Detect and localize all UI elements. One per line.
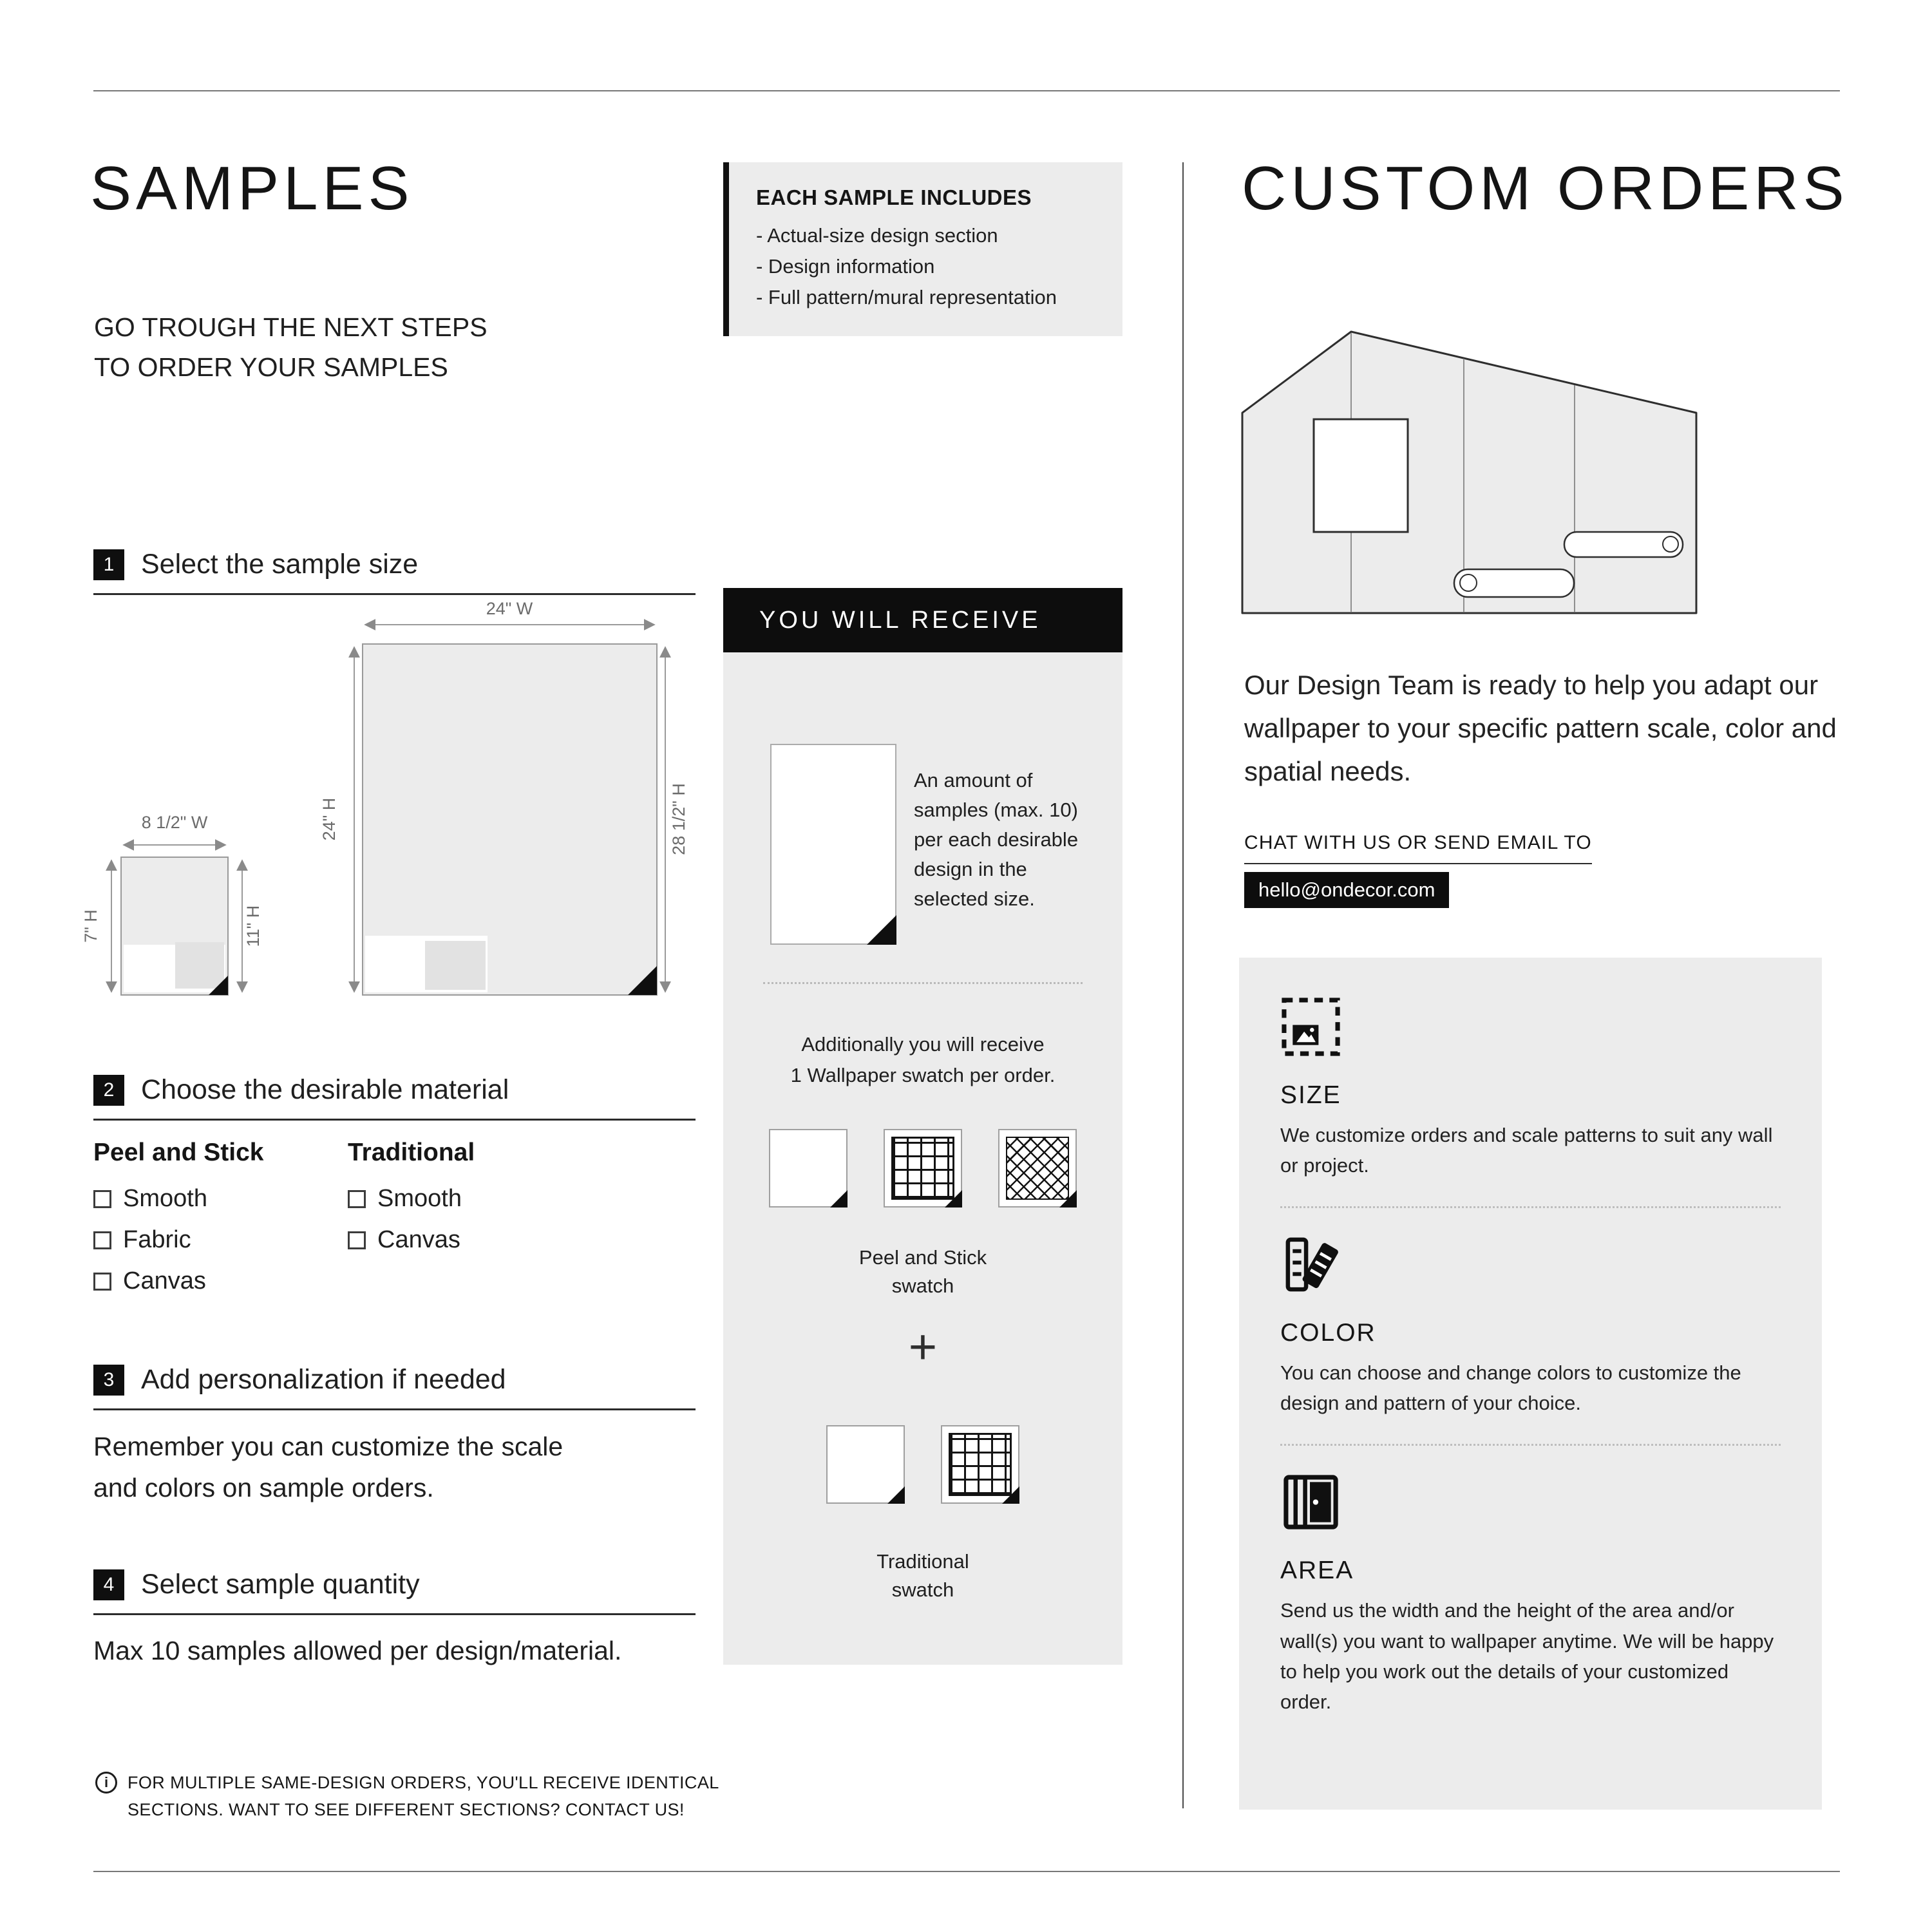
traditional-column <box>348 1139 557 1309</box>
option-peel-smooth[interactable] <box>93 1185 303 1213</box>
samples-intro <box>94 308 488 387</box>
includes-item: - Design information <box>756 255 935 278</box>
grid-swatch-icon <box>884 1129 962 1208</box>
step3-number: 3 <box>93 1365 124 1396</box>
peel-caption-line2: swatch <box>891 1274 954 1298</box>
peel-and-stick-column <box>93 1139 303 1309</box>
grid-swatch-icon <box>941 1425 1019 1504</box>
bottom-rule <box>93 1871 1840 1872</box>
includes-item: - Actual-size design section <box>756 224 998 247</box>
plain-swatch-icon <box>769 1129 848 1208</box>
option-label: Canvas <box>123 1267 206 1294</box>
feature-area <box>1280 1472 1781 1716</box>
checkbox-icon[interactable] <box>348 1231 366 1249</box>
footnote-line2: SECTIONS. WANT TO SEE DIFFERENT SECTIONS? CONTACT US! <box>128 1799 685 1819</box>
traditional-swatch-row <box>723 1425 1122 1504</box>
large-right-height-label: 28 1/2" H <box>669 783 688 855</box>
samples-title: SAMPLES <box>90 154 414 223</box>
small-left-height-label: 7" H <box>81 909 100 943</box>
traditional-swatch-caption <box>723 1548 1122 1604</box>
step4-header <box>93 1569 696 1615</box>
large-width-label: 24" W <box>486 599 533 618</box>
step1-header <box>93 549 696 595</box>
plain-swatch-icon <box>826 1425 905 1504</box>
personalization-line1: Remember you can customize the scale <box>93 1432 564 1461</box>
option-peel-canvas[interactable] <box>93 1267 303 1295</box>
checkbox-icon[interactable] <box>93 1231 111 1249</box>
peel-caption-line1: Peel and Stick <box>858 1246 987 1269</box>
peel-swatch-caption <box>723 1244 1122 1300</box>
peel-swatch-row <box>723 1129 1122 1208</box>
step1-number: 1 <box>93 549 124 580</box>
includes-title: EACH SAMPLE INCLUDES <box>756 185 1032 209</box>
checkbox-icon[interactable] <box>348 1190 366 1208</box>
additional-note <box>723 1029 1122 1091</box>
peel-and-stick-title: Peel and Stick <box>93 1139 264 1166</box>
samples-intro-line2: TO ORDER YOUR SAMPLES <box>94 352 448 382</box>
dotted-divider <box>1280 1444 1781 1446</box>
you-will-receive-panel <box>723 652 1122 1665</box>
feature-text-size: We customize orders and scale patterns to suit any wall or project. <box>1280 1124 1773 1177</box>
step1-label: Select the sample size <box>141 549 419 580</box>
feature-size <box>1280 996 1781 1180</box>
feature-title-area: AREA <box>1280 1557 1354 1585</box>
checkbox-icon[interactable] <box>93 1190 111 1208</box>
option-label: Fabric <box>123 1226 191 1253</box>
step2-label: Choose the desirable material <box>141 1074 509 1105</box>
option-traditional-smooth[interactable] <box>348 1185 557 1213</box>
folded-corner-icon <box>1002 1486 1019 1504</box>
samples-intro-line1: GO TROUGH THE NEXT STEPS <box>94 312 488 342</box>
large-left-height-label: 24" H <box>319 797 339 841</box>
small-right-height-label: 11" H <box>243 905 263 947</box>
checkbox-icon[interactable] <box>93 1273 111 1291</box>
traditional-caption-line1: Traditional <box>876 1550 969 1573</box>
additional-note-line2: 1 Wallpaper swatch per order. <box>790 1064 1056 1087</box>
info-icon <box>95 1772 117 1794</box>
feature-text-color: You can choose and change colors to customize the design and pattern of your choice. <box>1280 1361 1741 1415</box>
large-sheet-inset-square <box>425 941 486 990</box>
includes-list <box>756 220 1115 313</box>
contact-label: CHAT WITH US OR SEND EMAIL TO <box>1244 832 1592 864</box>
top-rule <box>93 90 1840 91</box>
you-will-receive-header: YOU WILL RECEIVE <box>723 588 1122 652</box>
option-label: Smooth <box>377 1185 462 1212</box>
area-icon <box>1280 1472 1341 1533</box>
dotted-divider <box>763 982 1083 984</box>
frame-on-wall <box>1314 419 1408 532</box>
feature-text-area: Send us the width and the height of the area and/or wall(s) you want to wallpaper anytime. We will be happy to help you work out the details of your customized order. <box>1280 1599 1774 1713</box>
color-icon <box>1280 1234 1341 1295</box>
sample-size-diagram <box>81 599 702 1011</box>
option-label: Smooth <box>123 1185 207 1212</box>
step2-number: 2 <box>93 1075 124 1106</box>
footnote-text <box>128 1770 719 1824</box>
plus-icon: + <box>908 1320 938 1374</box>
personalization-note <box>93 1426 563 1508</box>
folded-corner-icon <box>830 1190 848 1208</box>
roll-end <box>1663 536 1678 552</box>
custom-orders-title: CUSTOM ORDERS <box>1242 154 1849 223</box>
size-icon <box>1280 996 1341 1057</box>
step4-number: 4 <box>93 1569 124 1600</box>
traditional-caption-line2: swatch <box>891 1578 954 1602</box>
folded-corner-icon <box>1059 1190 1077 1208</box>
feature-title-color: COLOR <box>1280 1319 1376 1347</box>
folded-corner-icon <box>867 915 896 945</box>
feature-title-size: SIZE <box>1280 1081 1341 1109</box>
custom-features-panel <box>1239 958 1822 1810</box>
small-sheet-inset-square <box>175 942 224 989</box>
step3-label: Add personalization if needed <box>141 1364 506 1395</box>
step2-header <box>93 1074 696 1121</box>
feature-color <box>1280 1234 1781 1418</box>
step3-header <box>93 1364 696 1410</box>
email-address[interactable]: hello@ondecor.com <box>1244 872 1449 908</box>
sample-sheet-icon <box>770 744 896 945</box>
option-label: Canvas <box>377 1226 460 1253</box>
each-sample-includes-box <box>723 162 1122 336</box>
step4-label: Select sample quantity <box>141 1569 420 1600</box>
wallpaper-house-illustration <box>1236 325 1707 625</box>
footnote-line1: FOR MULTIPLE SAME-DESIGN ORDERS, YOU'LL RECEIVE IDENTICAL <box>128 1773 719 1792</box>
samples-amount-note: An amount of samples (max. 10) per each desirable design in the selected size. <box>914 769 1079 910</box>
quantity-note: Max 10 samples allowed per design/material. <box>93 1636 622 1665</box>
folded-corner-icon <box>945 1190 962 1208</box>
crosshatch-swatch-icon <box>998 1129 1077 1208</box>
dotted-divider <box>1280 1206 1781 1208</box>
option-peel-fabric[interactable] <box>93 1226 303 1254</box>
column-divider <box>1182 162 1184 1808</box>
roll-end <box>1460 574 1477 591</box>
traditional-title: Traditional <box>348 1139 475 1166</box>
custom-orders-intro: Our Design Team is ready to help you adapt our wallpaper to your specific pattern scale, color and spatial needs. <box>1244 670 1837 787</box>
option-traditional-canvas[interactable] <box>348 1226 557 1254</box>
additional-note-line1: Additionally you will receive <box>801 1033 1045 1056</box>
material-options <box>93 1139 557 1309</box>
includes-item: - Full pattern/mural representation <box>756 286 1057 309</box>
personalization-line2: and colors on sample orders. <box>93 1472 434 1502</box>
folded-corner-icon <box>887 1486 905 1504</box>
footnote <box>95 1770 719 1824</box>
small-width-label: 8 1/2" W <box>141 813 208 832</box>
